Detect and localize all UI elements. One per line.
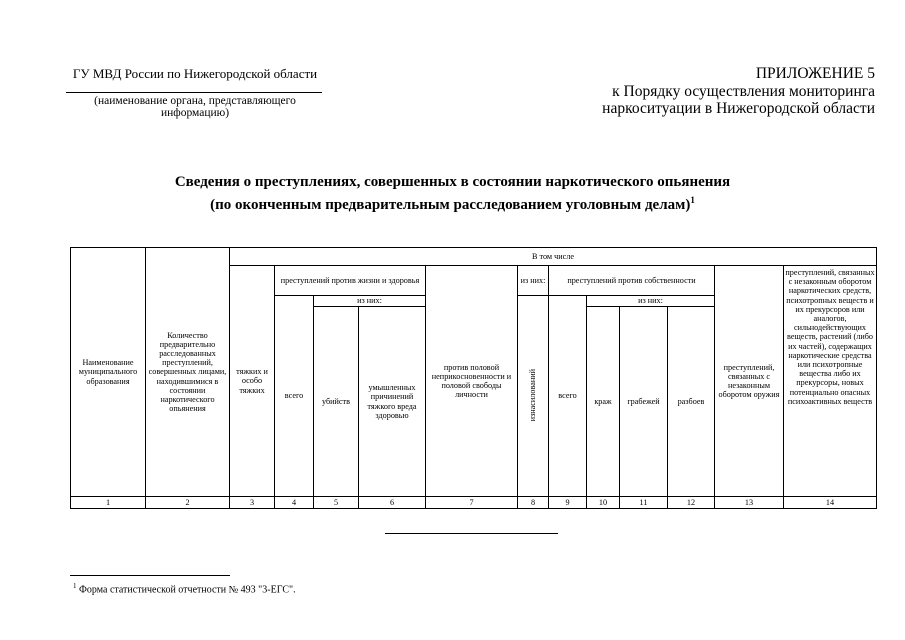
header-property-crimes: преступлений против собственности: [549, 266, 715, 296]
column-number-row: [71, 497, 877, 509]
header-sexual-crimes: против половой неприкосновенности и половой свободы личности: [426, 266, 518, 497]
end-separator-line: [385, 533, 558, 534]
column-number-cell: 9: [549, 497, 587, 509]
column-number-cell: 6: [359, 497, 426, 509]
footnote-mark: 1: [73, 582, 77, 590]
header-weapon-crimes: преступлений, связанных с незаконным оборотом оружия: [715, 266, 784, 497]
appendix-block: [602, 65, 875, 118]
column-number-cell: 13: [715, 497, 784, 509]
footnote: [73, 582, 296, 595]
header-drug-crimes: преступлений, связанных с незаконным оборотом наркотических средств, психотропных веществ и их прекурсоров или аналогов, сильнодействующих веществ, растений (либо их частей), содержащих наркотические средства или психотропные вещества либо их прекурсоры, новых потенциально опасных психоактивных веществ: [784, 266, 877, 497]
column-number-cell: 10: [587, 497, 620, 509]
header-assaults: разбоев: [668, 307, 715, 497]
document-title: [0, 173, 905, 214]
column-number-cell: 1: [71, 497, 146, 509]
title-line-2: (по оконченным предварительным расследованием уголовным делам): [210, 197, 691, 213]
column-number-cell: 11: [620, 497, 668, 509]
header-crime-count: Количество предварительно расследованных преступлений, совершенных лицами, находившимися в состоянии наркотического опьянения: [146, 248, 230, 497]
header-rapes: [518, 296, 549, 497]
organization-underline: [66, 92, 322, 93]
appendix-line-3: наркоситуации в Нижегородской области: [602, 100, 875, 117]
column-number-cell: 2: [146, 497, 230, 509]
column-number-cell: 4: [275, 497, 314, 509]
header-of-them-1: из них:: [314, 296, 426, 307]
appendix-line-2: к Порядку осуществления мониторинга: [612, 82, 875, 100]
title-line-1: Сведения о преступлениях, совершенных в состоянии наркотического опьянения: [174, 174, 731, 190]
header-of-them-3: из них:: [587, 296, 715, 307]
header-including: В том числе: [230, 248, 877, 266]
title-footnote-mark: 1: [690, 195, 695, 205]
header-life-health: преступлений против жизни и здоровья: [275, 266, 426, 296]
footnote-text: Форма статистической отчетности № 493 "3-ЕГС".: [79, 584, 296, 596]
header-total-1: всего: [275, 296, 314, 497]
column-number-cell: 8: [518, 497, 549, 509]
header-of-them-2: из них:: [518, 266, 549, 296]
column-number-cell: 14: [784, 497, 877, 509]
column-number-cell: 5: [314, 497, 359, 509]
header-murders: убийств: [314, 307, 359, 497]
column-number-cell: 12: [668, 497, 715, 509]
report-table: [70, 247, 877, 509]
header-thefts: краж: [587, 307, 620, 497]
header-total-2: всего: [549, 296, 587, 497]
column-number-cell: 7: [426, 497, 518, 509]
organization-caption: (наименование органа, представляющего информацию): [94, 95, 296, 119]
header-grave-crimes: тяжких и особо тяжких: [230, 266, 275, 497]
header-robberies: грабежей: [620, 307, 668, 497]
column-number-cell: 3: [230, 497, 275, 509]
appendix-label: ПРИЛОЖЕНИЕ 5: [755, 65, 875, 82]
header-municipality: Наименование муниципального образования: [71, 248, 146, 497]
header-grievous-harm: умышленных причинений тяжкого вреда здоровью: [359, 307, 426, 497]
rapes-label: изнасилований: [528, 368, 538, 422]
footnote-separator: [70, 575, 230, 576]
organization-name: ГУ МВД России по Нижегородской области: [72, 66, 318, 81]
